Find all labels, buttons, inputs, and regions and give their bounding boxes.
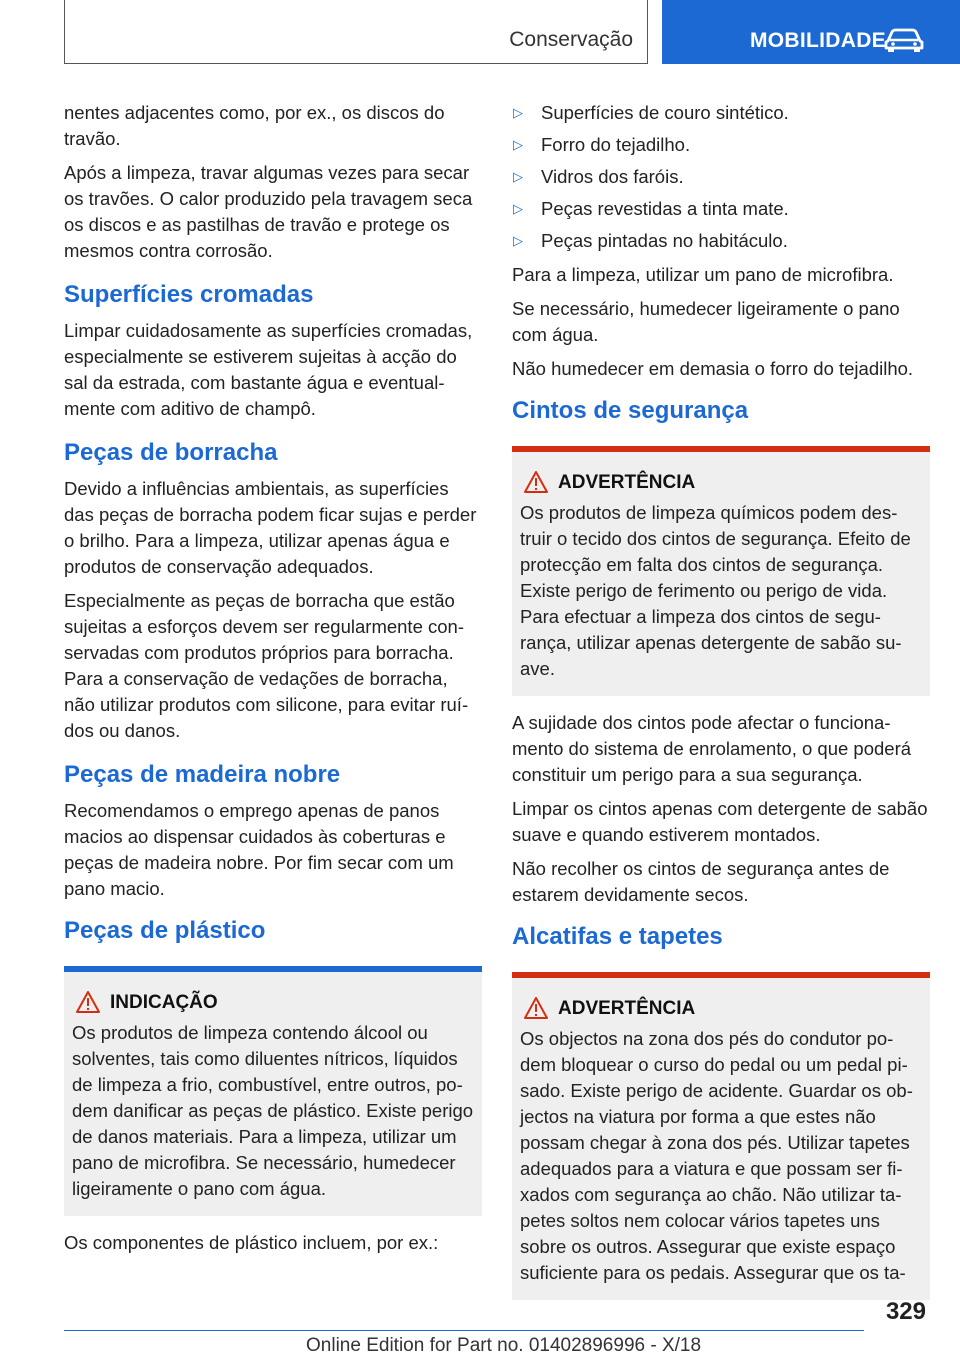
warning-triangle-icon <box>523 470 549 494</box>
notice-text: Os produtos de limpeza contendo álcool ou solventes, tais como diluentes nítricos, líquidos de limpeza a frio, combustível, entre outros, podem danificar as peças de plástico. Existe perigo de danos materiais. Para a limpeza, utilizar um pano de microfibra. Se necessário, humedecer ligeiramente o pano com água. <box>72 1022 474 1199</box>
header-section-box <box>64 0 648 64</box>
warning-triangle-icon <box>75 990 101 1014</box>
list-item: ▷ Superfícies de couro sintético. <box>512 100 930 126</box>
heading-seatbelts: Cintos de segurança <box>512 397 749 424</box>
left-column <box>64 100 482 1264</box>
edition-text: Online Edition for Part no. 01402896996 - X/18 <box>306 1335 702 1356</box>
notice-box <box>64 966 482 1216</box>
list-item: ▷ Peças pintadas no habitáculo. <box>512 228 930 254</box>
triangle-bullet-icon: ▷ <box>513 105 523 120</box>
triangle-bullet-icon: ▷ <box>513 137 523 152</box>
warning-title <box>520 470 922 496</box>
page-number: 329 <box>885 1298 926 1325</box>
car-icon <box>884 27 924 53</box>
seatbelt-paragraph-2: Limpar os cintos apenas com detergente de sabão suave e quando estiverem montados. <box>512 798 928 845</box>
triangle-bullet-icon: ▷ <box>513 201 523 216</box>
wood-paragraph: Recomendamos o emprego apenas de panos macios ao dispensar cuidados às coberturas e peças de madeira nobre. Por fim secar com um pano macio. <box>64 800 454 899</box>
heading-carpets: Alcatifas e tapetes <box>512 923 723 950</box>
warning-title-text: ADVERTÊNCIA <box>558 998 696 1019</box>
microfiber-paragraph: Para a limpeza, utilizar um pano de microfibra. <box>512 264 894 285</box>
dampen-paragraph: Se necessário, humedecer ligeiramente o pano com água. <box>512 298 900 345</box>
list-item: ▷ Peças revestidas a tinta mate. <box>512 196 930 222</box>
list-item: ▷ Vidros dos faróis. <box>512 164 930 190</box>
list-item: ▷ Forro do tejadilho. <box>512 132 930 158</box>
intro-paragraph-2: Após a limpeza, travar algumas vezes para secar os travões. O calor produzido pela travagem seca os discos e as pastilhas de travão e protege os mesmos contra corrosão. <box>64 162 473 261</box>
carpet-warning-box <box>512 972 930 1300</box>
heading-wood-parts: Peças de madeira nobre <box>64 761 341 788</box>
chrome-paragraph: Limpar cuidadosamente as superfícies cromadas, especialmente se estiverem sujeitas à acção do sal da estrada, com bastante água e eventualmente com aditivo de champô. <box>64 320 473 419</box>
chapter-tab[interactable] <box>662 0 960 64</box>
notice-title <box>72 990 474 1016</box>
rubber-paragraph-2: Especialmente as peças de borracha que estão sujeitas a esforços devem ser regularmente conservadas com produtos próprios para borracha. Para a conservação de vedações de borracha, não utilizar produtos com silicone, para evitar ruídos ou danos. <box>64 590 469 741</box>
plastic-components-list <box>512 100 930 254</box>
plastic-components-intro: Os componentes de plástico incluem, por ex.: <box>64 1232 439 1253</box>
footer-divider <box>64 1330 864 1331</box>
seatbelt-warning-text: Os produtos de limpeza químicos podem destruir o tecido dos cintos de segurança. Efeito de protecção em falta dos cintos de segurança. Existe perigo de ferimento ou perigo de vida. Para efectuar a limpeza dos cintos de segurança, utilizar apenas detergente de sabão suave. <box>520 502 911 679</box>
seatbelt-warning-box <box>512 446 930 696</box>
headliner-paragraph: Não humedecer em demasia o forro do tejadilho. <box>512 358 914 379</box>
warning-triangle-icon <box>523 996 549 1020</box>
warning-title-text: ADVERTÊNCIA <box>558 472 696 493</box>
rubber-paragraph-1: Devido a influências ambientais, as superfícies das peças de borracha podem ficar sujas e perder o brilho. Para a limpeza, utilizar apenas água e produtos de conservação adequados. <box>64 478 477 577</box>
triangle-bullet-icon: ▷ <box>513 233 523 248</box>
right-column <box>512 100 930 1300</box>
section-title: Conservação <box>509 28 633 51</box>
intro-paragraph-1: nentes adjacentes como, por ex., os discos do travão. <box>64 102 445 149</box>
seatbelt-paragraph-3: Não recolher os cintos de segurança antes de estarem devidamente secos. <box>512 858 890 905</box>
carpet-warning-text: Os objectos na zona dos pés do condutor podem bloquear o curso do pedal ou um pedal pisado. Existe perigo de acidente. Guardar os objectos na viatura por forma a que estes não possam chegar à zona dos pés. Utilizar tapetes adequados para a viatura e que possam ser fixados com segurança ao chão. Não utilizar tapetes soltos nem colocar vários tapetes uns sobre os outros. Assegurar que existe espaço suficiente para os pedais. Assegurar que os ta- <box>520 1028 913 1283</box>
chapter-tab-label: MOBILIDADE <box>750 29 886 52</box>
notice-title-text: INDICAÇÃO <box>110 992 218 1013</box>
warning-title <box>520 996 922 1022</box>
heading-rubber-parts: Peças de borracha <box>64 439 278 466</box>
seatbelt-paragraph-1: A sujidade dos cintos pode afectar o funcionamento do sistema de enrolamento, o que poderá constituir um perigo para a sua segurança. <box>512 712 912 785</box>
heading-plastic-parts: Peças de plástico <box>64 917 266 944</box>
triangle-bullet-icon: ▷ <box>513 169 523 184</box>
heading-chrome-surfaces: Superfícies cromadas <box>64 281 314 308</box>
